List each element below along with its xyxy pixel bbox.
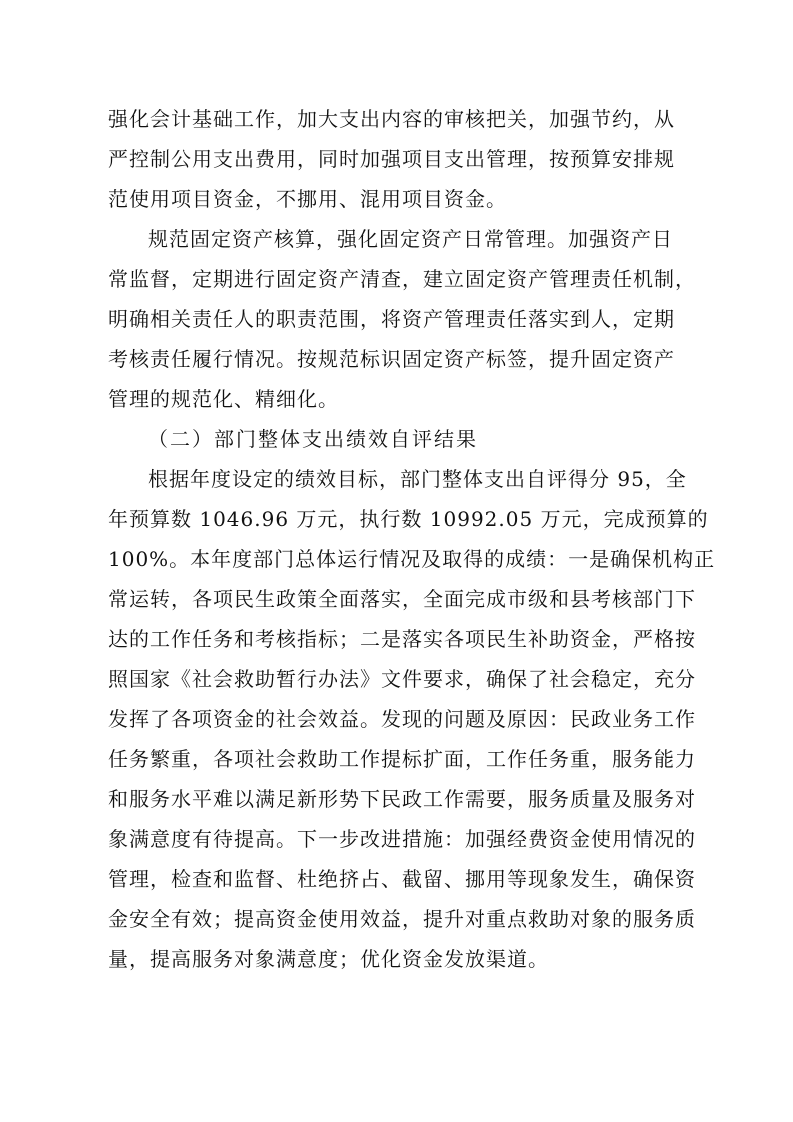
paragraph-line: 范使用项目资金，不挪用、混用项目资金。 xyxy=(108,187,507,211)
paragraph-line: 达的工作任务和考核指标；二是落实各项民生补助资金，严格按 xyxy=(108,627,696,651)
paragraph-line: 规范固定资产核算，强化固定资产日常管理。加强资产日 xyxy=(148,227,673,251)
paragraph-line: 严控制公用支出费用，同时加强项目支出管理，按预算安排规 xyxy=(108,147,675,171)
paragraph-line: 和服务水平难以满足新形势下民政工作需要，服务质量及服务对 xyxy=(108,787,696,811)
paragraph-line: 发挥了各项资金的社会效益。发现的问题及原因：民政业务工作 xyxy=(108,707,696,731)
paragraph-line: 金安全有效；提高资金使用效益，提升对重点救助对象的服务质 xyxy=(108,907,696,931)
paragraph-line: 考核责任履行情况。按规范标识固定资产标签，提升固定资产 xyxy=(108,347,675,371)
paragraph-line: 根据年度设定的绩效目标，部门整体支出自评得分 95，全 xyxy=(148,467,687,491)
paragraph-line: 强化会计基础工作，加大支出内容的审核把关，加强节约，从 xyxy=(108,107,675,131)
paragraph-line: 年预算数 1046.96 万元，执行数 10992.05 万元，完成预算的 xyxy=(108,507,709,531)
paragraph-line: 任务繁重，各项社会救助工作提标扩面，工作任务重，服务能力 xyxy=(108,747,696,771)
paragraph-line: 象满意度有待提高。下一步改进措施：加强经费资金使用情况的 xyxy=(108,827,696,851)
paragraph-line: 量，提高服务对象满意度；优化资金发放渠道。 xyxy=(108,947,549,971)
paragraph-line: 100%。本年度部门总体运行情况及取得的成绩：一是确保机构正 xyxy=(108,547,716,571)
paragraph-line: 管理，检查和监督、杜绝挤占、截留、挪用等现象发生，确保资 xyxy=(108,867,696,891)
paragraph-line: 管理的规范化、精细化。 xyxy=(108,387,339,411)
paragraph-line: 明确相关责任人的职责范围，将资产管理责任落实到人，定期 xyxy=(108,307,675,331)
paragraph-line: 照国家《社会救助暂行办法》文件要求，确保了社会稳定，充分 xyxy=(108,667,696,691)
paragraph-line: 常监督，定期进行固定资产清查，建立固定资产管理责任机制， xyxy=(108,267,696,291)
paragraph-line: 常运转，各项民生政策全面落实，全面完成市级和县考核部门下 xyxy=(108,587,696,611)
section-heading: （二）部门整体支出绩效自评结果 xyxy=(148,427,478,451)
